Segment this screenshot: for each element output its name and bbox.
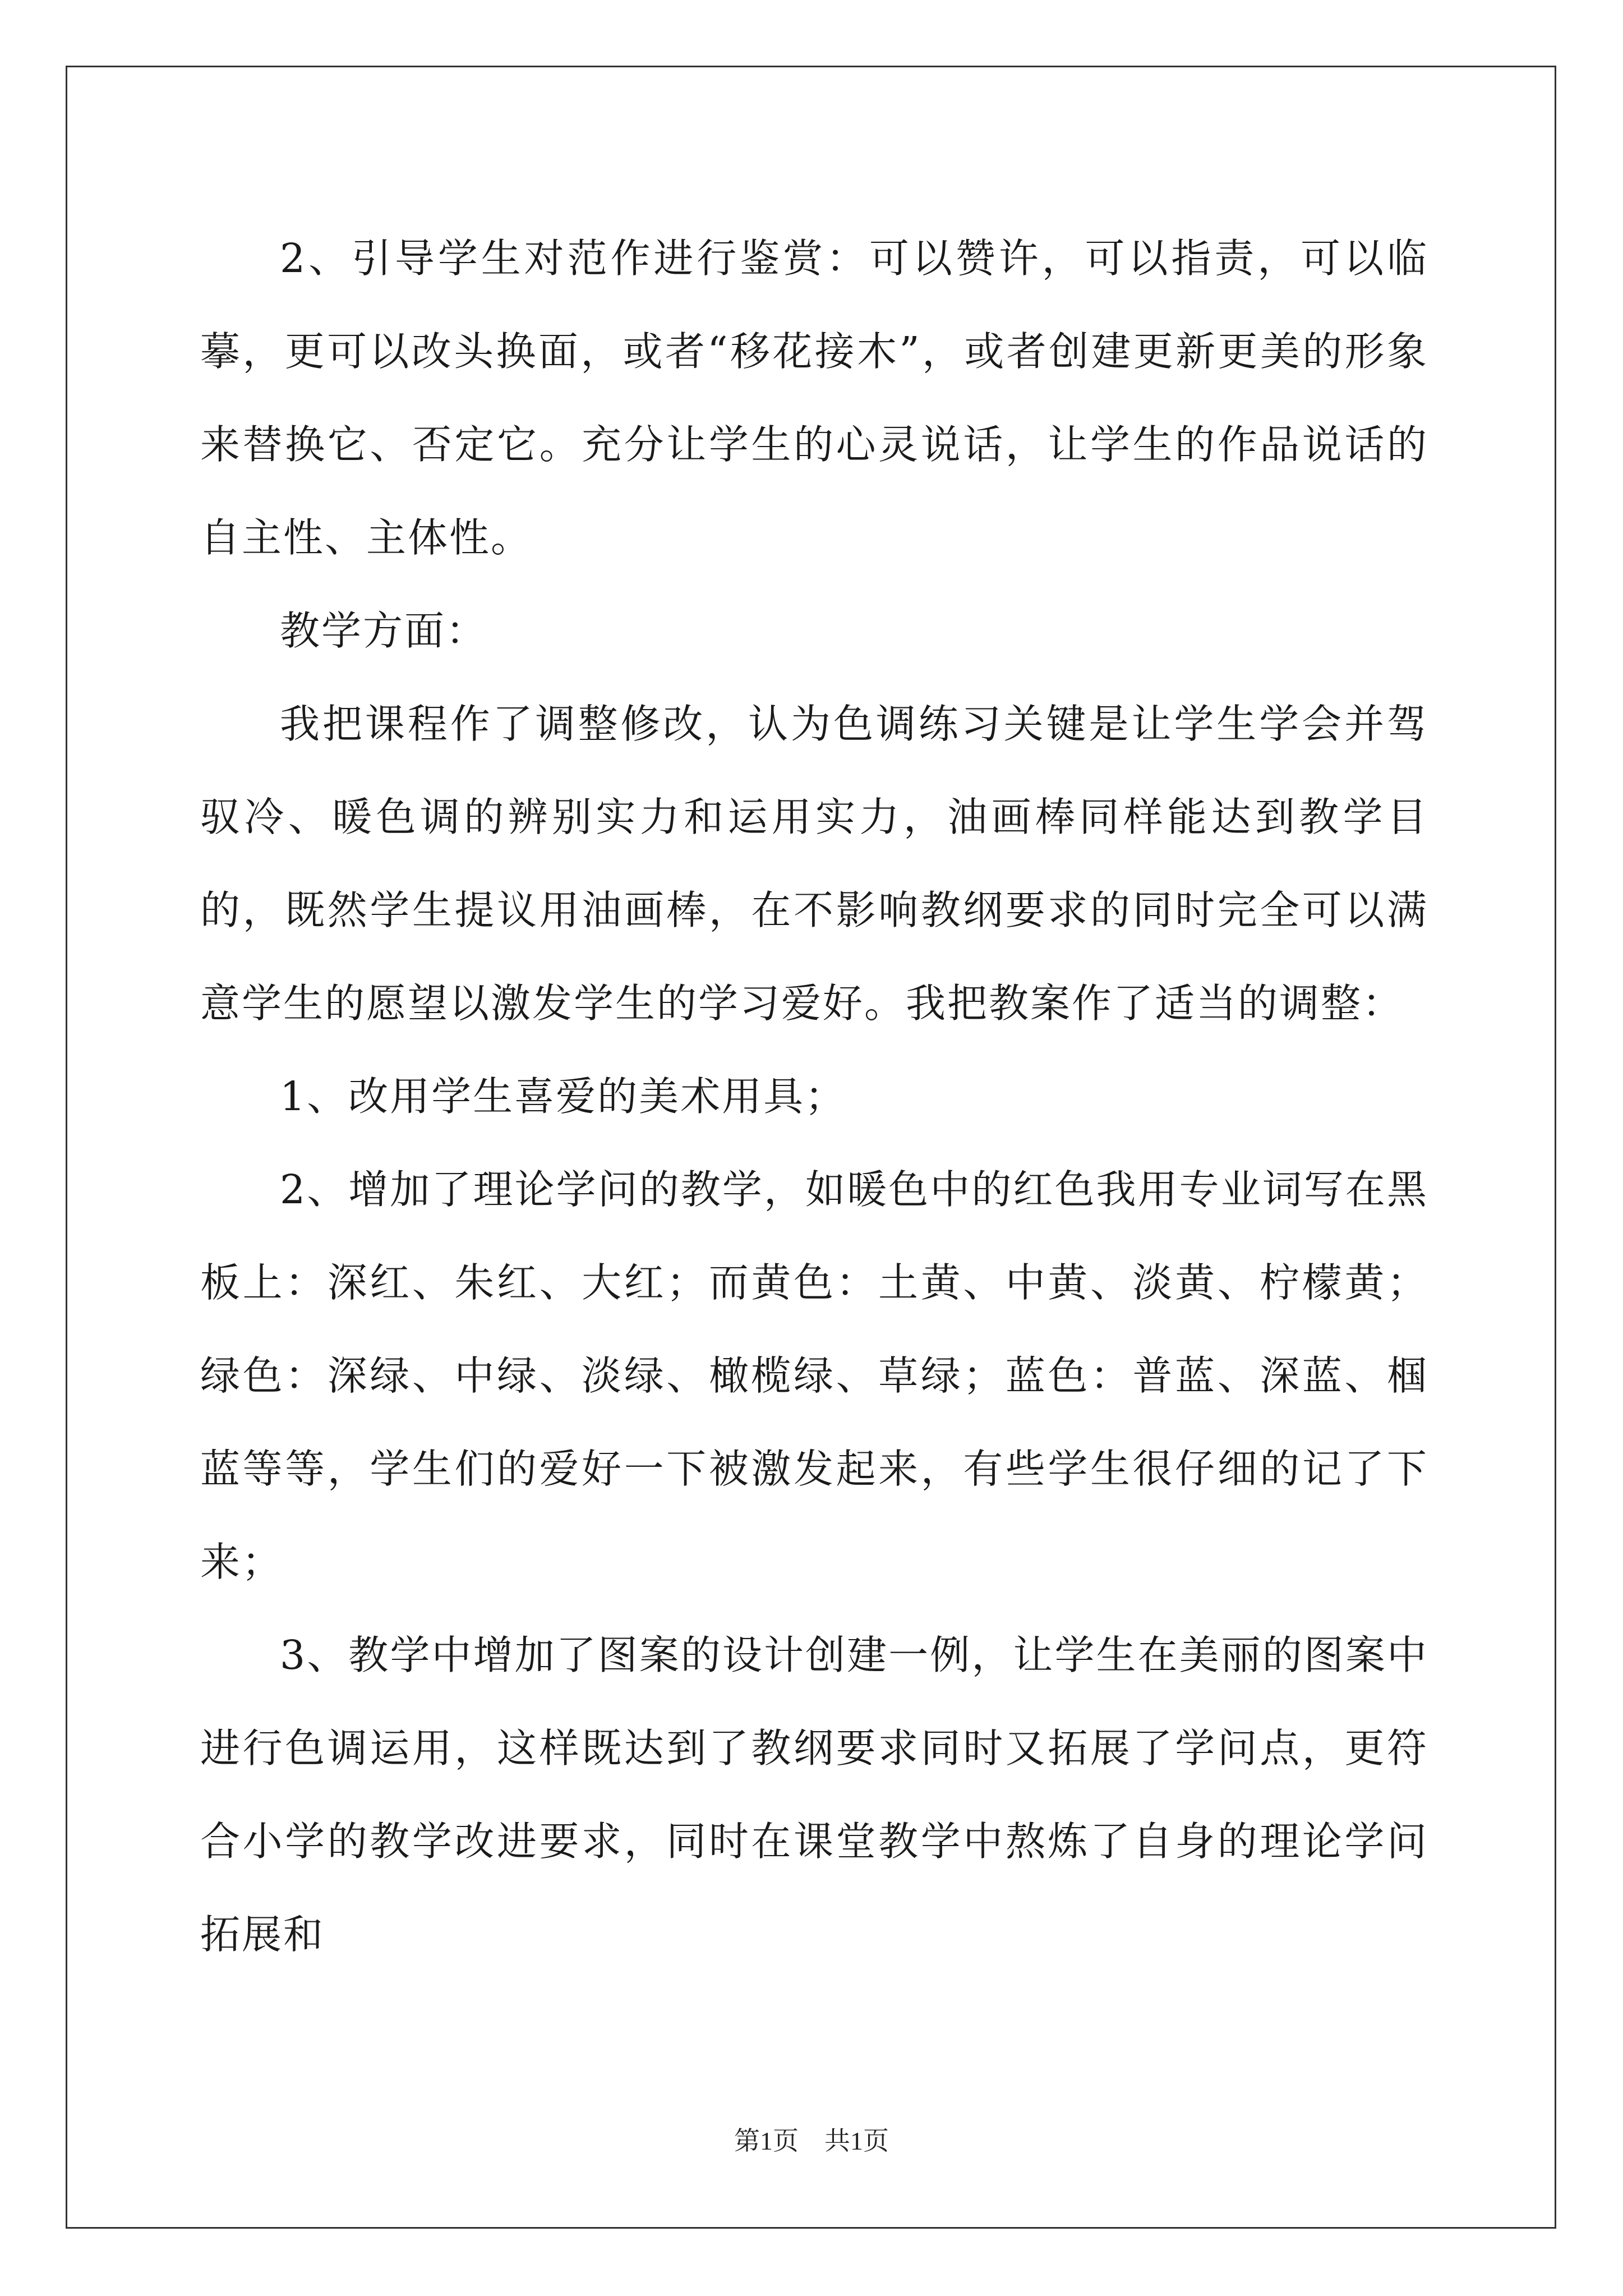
paragraph-course-adjustment: 我把课程作了调整修改，认为色调练习关键是让学生学会并驾驭冷、暖色调的辨别实力和运用实力，油画棒同样能达到教学目的，既然学生提议用油画棒，在不影响教纲要求的同时完全可以满意学生的愿望以激发学生的学习爱好。我把教案作了适当的调整： xyxy=(200,701,1428,1027)
paragraph-teaching-heading: 教学方面： xyxy=(280,608,488,654)
page-footer: 第1页 共1页 xyxy=(734,2127,889,2155)
paragraph-appreciation: 2、引导学生对范作进行鉴赏：可以赞许，可以指责，可以临摹，更可以改头换面，或者“移花接木”，或者创建更新更美的形象来替换它、否定它。充分让学生的心灵说话，让学生的作品说话的自主性、主体性。 xyxy=(200,235,1428,561)
paragraph-item-3: 3、教学中增加了图案的设计创建一例，让学生在美丽的图案中进行色调运用，这样既达到了教纲要求同时又拓展了学问点，更符合小学的教学改进要求，同时在课堂教学中熬炼了自身的理论学问拓展和 xyxy=(200,1632,1428,1958)
document-body xyxy=(200,212,1428,1981)
paragraph-item-1: 1、改用学生喜爱的美术用具； xyxy=(280,1073,847,1120)
paragraph-item-2: 2、增加了理论学问的教学，如暖色中的红色我用专业词写在黑板上：深红、朱红、大红；而黄色：土黄、中黄、淡黄、柠檬黄；绿色：深绿、中绿、淡绿、橄榄绿、草绿；蓝色：普蓝、深蓝、椢蓝等等，学生们的爱好一下被激发起来，有些学生很仔细的记了下来； xyxy=(200,1166,1428,1585)
